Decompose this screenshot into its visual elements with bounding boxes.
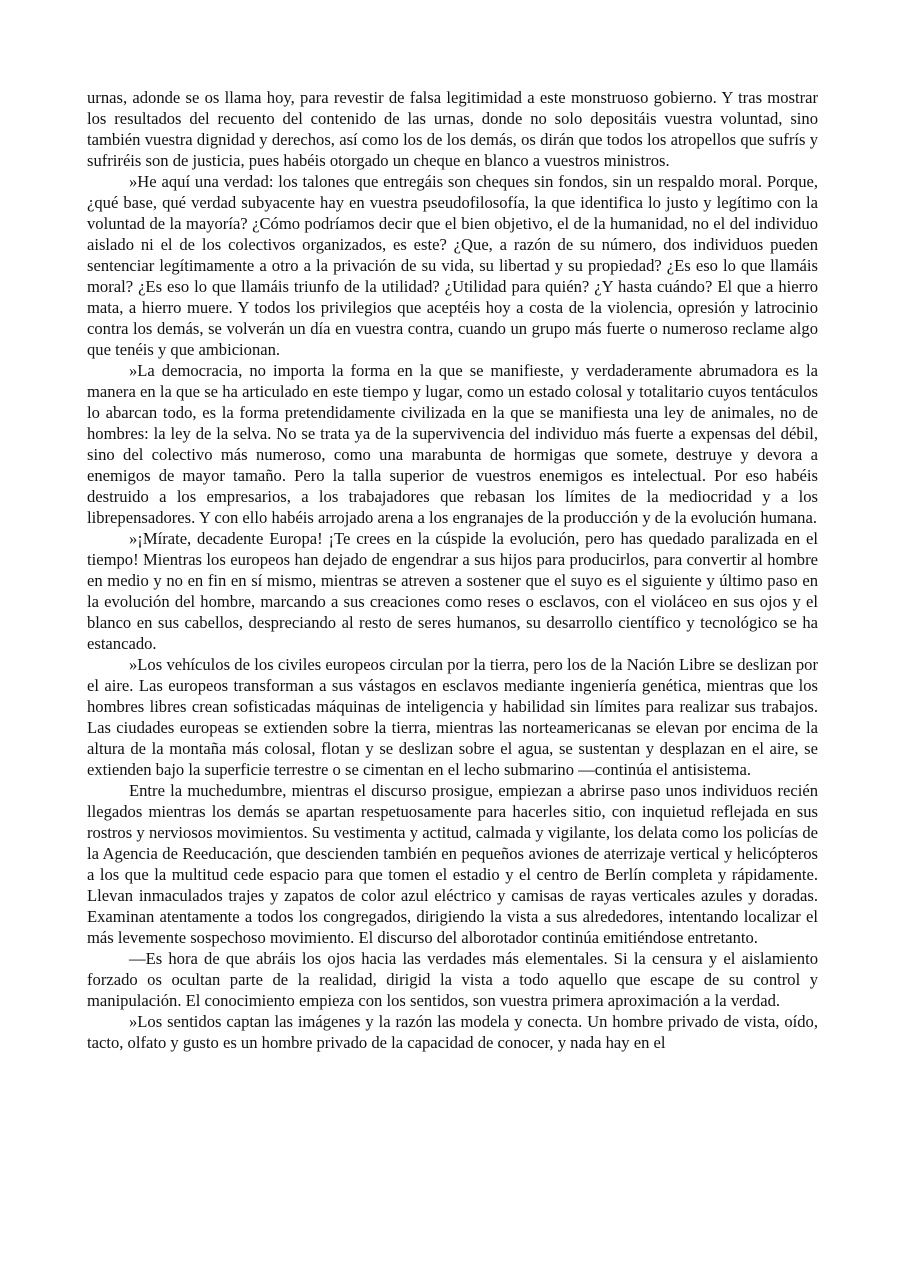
- paragraph: »He aquí una verdad: los talones que entregáis son cheques sin fondos, sin un respaldo moral. Porque, ¿qué base, qué verdad subyacente hay en vuestra pseudofilosofía, la que identifica lo justo y legítimo con la voluntad de la mayoría? ¿Cómo podríamos decir que el bien objetivo, el de la humanidad, no el del individuo aislado ni el de los colectivos organizados, es este? ¿Que, a razón de su número, dos individuos pueden sentenciar legítimamente a otro a la privación de su vida, su libertad y su propiedad? ¿Es eso lo que llamáis moral? ¿Es eso lo que llamáis triunfo de la utilidad? ¿Utilidad para quién? ¿Y hasta cuándo? El que a hierro mata, a hierro muere. Y todos los privilegios que aceptéis hoy a costa de la violencia, opresión y latrocinio contra los demás, se volverán un día en vuestra contra, cuando un grupo más fuerte o numeroso reclame algo que tenéis y que ambicionan.: [87, 172, 818, 359]
- paragraph: »Los vehículos de los civiles europeos circulan por la tierra, pero los de la Nación Libre se deslizan por el aire. Las europeos transforman a sus vástagos en esclavos mediante ingeniería genética, mientras que los hombres libres crean sofisticadas máquinas de inteligencia y habilidad sin límites para realizar sus trabajos. Las ciudades europeas se extienden sobre la tierra, mientras las norteamericanas se elevan por encima de la altura de la montaña más colosal, flotan y se deslizan sobre el agua, se sustentan y desplazan en el aire, se extienden bajo la superficie terrestre o se cimentan en el lecho submarino —continúa el antisistema.: [87, 655, 818, 779]
- paragraph: Entre la muchedumbre, mientras el discurso prosigue, empiezan a abrirse paso unos individuos recién llegados mientras los demás se apartan respetuosamente para hacerles sitio, con inquietud reflejada en sus rostros y nerviosos movimientos. Su vestimenta y actitud, calmada y vigilante, los delata como los policías de la Agencia de Reeducación, que descienden también en pequeños aviones de aterrizaje vertical y helicópteros a los que la multitud cede espacio para que tomen el estadio y el centro de Berlín completa y rápidamente. Llevan inmaculados trajes y zapatos de color azul eléctrico y camisas de rayas verticales azules y doradas. Examinan atentamente a todos los congregados, dirigiendo la vista a sus alrededores, intentando localizar el más levemente sospechoso movimiento. El discurso del alborotador continúa emitiéndose entretanto.: [87, 781, 818, 947]
- paragraph: —Es hora de que abráis los ojos hacia las verdades más elementales. Si la censura y el aislamiento forzado os ocultan parte de la realidad, dirigid la vista a todo aquello que escape de su control y manipulación. El conocimiento empieza con los sentidos, son vuestra primera aproximación a la verdad.: [87, 949, 818, 1010]
- paragraph: »¡Mírate, decadente Europa! ¡Te crees en la cúspide la evolución, pero has quedado paralizada en el tiempo! Mientras los europeos han dejado de engendrar a sus hijos para producirlos, para convertir al hombre en medio y no en fin en sí mismo, mientras se atreven a sostener que el suyo es el siguiente y último paso en la evolución del hombre, marcando a sus creaciones como reses o esclavos, con el violáceo en sus ojos y el blanco en sus cabellos, despreciando al resto de seres humanos, su desarrollo científico y tecnológico se ha estancado.: [87, 529, 818, 653]
- page-body: [87, 87, 818, 1053]
- paragraph: »La democracia, no importa la forma en la que se manifieste, y verdaderamente abrumadora es la manera en la que se ha articulado en este tiempo y lugar, como un estado colosal y totalitario cuyos tentáculos lo abarcan todo, es la forma pretendidamente civilizada en la que se manifiesta una ley de animales, no de hombres: la ley de la selva. No se trata ya de la supervivencia del individuo más fuerte a expensas del débil, sino del colectivo más numeroso, como una marabunta de hormigas que somete, destruye y devora a enemigos de mayor tamaño. Pero la talla superior de vuestros enemigos es intelectual. Por eso habéis destruido a los empresarios, a los trabajadores que rebasan los límites de la mediocridad y a los librepensadores. Y con ello habéis arrojado arena a los engranajes de la producción y de la evolución humana.: [87, 361, 818, 527]
- paragraph: urnas, adonde se os llama hoy, para revestir de falsa legitimidad a este monstruoso gobierno. Y tras mostrar los resultados del recuento del contenido de las urnas, donde no solo depositáis vuestra voluntad, sino también vuestra dignidad y derechos, así como los de los demás, os dirán que todos los atropellos que sufrís y sufriréis son de justicia, pues habéis otorgado un cheque en blanco a vuestros ministros.: [87, 88, 818, 170]
- paragraph: »Los sentidos captan las imágenes y la razón las modela y conecta. Un hombre privado de vista, oído, tacto, olfato y gusto es un hombre privado de la capacidad de conocer, y nada hay en el: [87, 1012, 818, 1052]
